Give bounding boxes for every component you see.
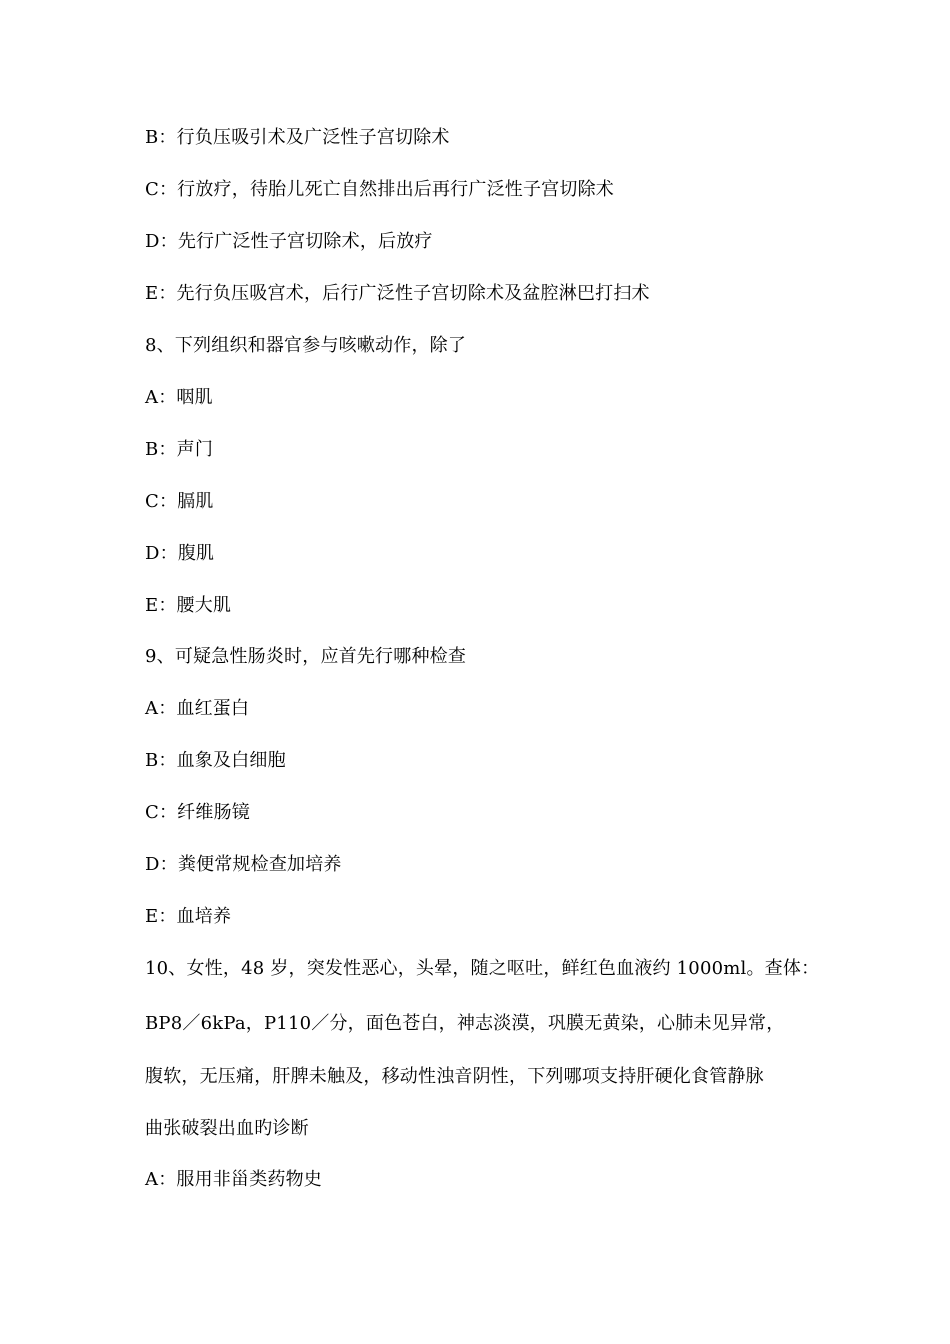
q8-option-d: D：腹肌 [145,543,215,564]
q7-option-c: C：行放疗，待胎儿死亡自然排出后再行广泛性子宫切除术 [145,179,614,200]
q8-stem: 8、下列组织和器官参与咳嗽动作，除了 [145,335,467,356]
q7-option-d: D：先行广泛性子宫切除术，后放疗 [145,231,433,252]
q10-stem-line-4: 曲张破裂出血旳诊断 [145,1118,309,1139]
q10-stem-line-1: 10、女性，48 岁，突发性恶心，头晕，随之呕吐，鲜红色血液约 1000ml。查体： [145,958,820,979]
q8-option-c: C：膈肌 [145,491,214,512]
q8-option-e: E：腰大肌 [145,595,232,616]
q8-option-b: B：声门 [145,439,214,460]
q9-option-b: B：血象及白细胞 [145,750,286,771]
q10-stem-line-3: 腹软，无压痛，肝脾未触及，移动性浊音阴性，下列哪项支持肝硬化食管静脉 [145,1066,764,1087]
q9-option-d: D：粪便常规检查加培养 [145,854,342,875]
q9-option-c: C：纤维肠镜 [145,802,250,823]
q8-option-a: A：咽肌 [145,387,213,408]
q10-option-a: A：服用非甾类药物史 [145,1169,322,1190]
q7-option-e: E：先行负压吸宫术，后行广泛性子宫切除术及盆腔淋巴打扫术 [145,283,650,304]
q9-option-a: A：血红蛋白 [145,698,250,719]
q9-option-e: E：血培养 [145,906,232,927]
q10-stem-line-2: BP8／6kPa，P110／分，面色苍白，神志淡漠，巩膜无黄染，心肺未见异常， [145,1013,785,1034]
q7-option-b: B：行负压吸引术及广泛性子宫切除术 [145,127,450,148]
q9-stem: 9、可疑急性肠炎时，应首先行哪种检查 [145,646,467,667]
